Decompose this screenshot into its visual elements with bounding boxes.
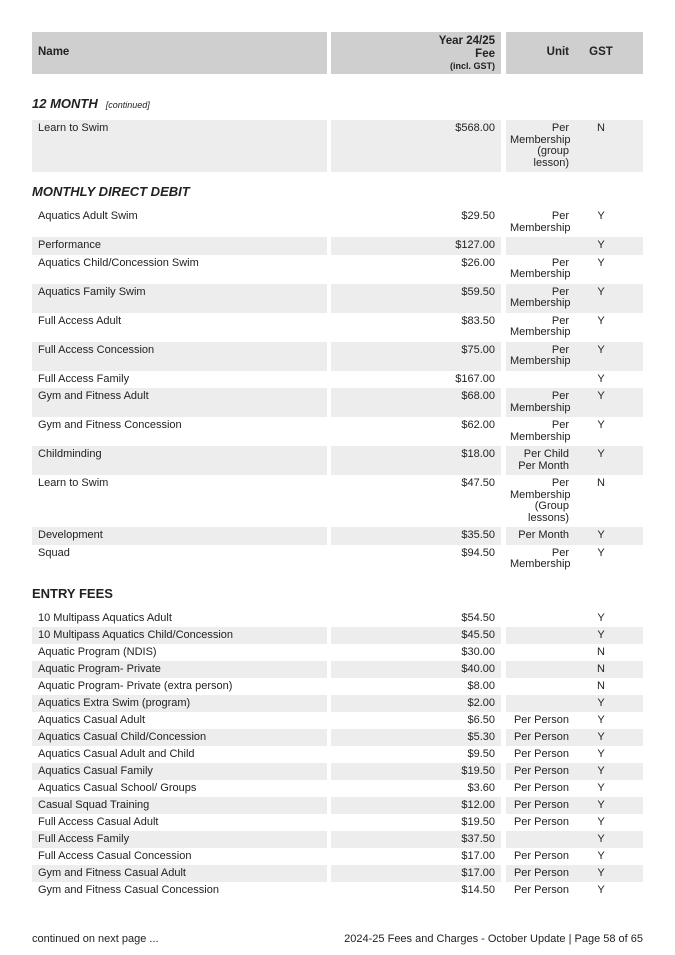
row-fee: $75.00 bbox=[331, 342, 501, 371]
table-row bbox=[32, 848, 643, 865]
row-name: Performance bbox=[32, 237, 327, 255]
row-unit: Per Child Per Month bbox=[518, 448, 569, 472]
row-fee: $167.00 bbox=[455, 372, 495, 385]
table-row bbox=[32, 780, 643, 797]
row-unit bbox=[506, 627, 569, 644]
row-gst: N bbox=[597, 646, 605, 658]
table-row bbox=[32, 695, 643, 712]
table-row bbox=[32, 527, 643, 545]
row-unit: Per Person bbox=[513, 782, 569, 794]
row-name: Squad bbox=[38, 546, 70, 559]
table-row bbox=[32, 814, 643, 831]
table-row bbox=[32, 313, 643, 342]
row-fee: $9.50 bbox=[467, 748, 495, 760]
row-name: Aquatics Extra Swim (program) bbox=[32, 695, 327, 712]
table-row bbox=[32, 712, 643, 729]
row-fee: $19.50 bbox=[461, 816, 495, 828]
row-name: Aquatics Casual Adult and Child bbox=[38, 748, 195, 760]
row-unit: Per Membership bbox=[510, 210, 571, 234]
row-fee: $19.50 bbox=[331, 763, 501, 780]
row-gst: Y bbox=[597, 419, 605, 431]
page-footer bbox=[32, 933, 643, 945]
row-fee: $26.00 bbox=[461, 256, 495, 269]
table-row bbox=[32, 882, 643, 899]
row-gst: Y bbox=[597, 448, 605, 460]
table-row bbox=[32, 208, 643, 237]
row-fee: $12.00 bbox=[331, 797, 501, 814]
table-row bbox=[32, 371, 643, 389]
row-gst: Y bbox=[597, 816, 605, 828]
table-row bbox=[32, 644, 643, 661]
row-gst: N bbox=[597, 122, 605, 134]
row-gst: Y bbox=[597, 714, 605, 726]
row-name: Learn to Swim bbox=[32, 120, 327, 172]
row-gst: Y bbox=[597, 529, 605, 541]
row-fee: $17.00 bbox=[331, 865, 501, 882]
table-row bbox=[32, 831, 643, 848]
row-name: Learn to Swim bbox=[38, 477, 109, 489]
row-gst: Y bbox=[597, 285, 605, 298]
row-unit bbox=[506, 831, 569, 848]
header-fee: Year 24/25 Fee (incl. GST) bbox=[331, 32, 501, 74]
row-gst: Y bbox=[597, 546, 605, 559]
row-fee: $30.00 bbox=[461, 646, 495, 658]
row-unit: Per Membership bbox=[510, 546, 571, 570]
header-unit: Unit bbox=[546, 46, 569, 59]
table-row bbox=[32, 446, 643, 475]
row-name: 10 Multipass Aquatics Child/Concession bbox=[32, 627, 327, 644]
row-fee: $68.00 bbox=[331, 388, 501, 417]
row-gst: Y bbox=[597, 799, 605, 811]
row-name: Full Access Concession bbox=[32, 342, 327, 371]
row-gst: Y bbox=[597, 390, 605, 402]
row-unit: Per Membership (Group lessons) bbox=[510, 477, 571, 524]
table-row bbox=[32, 417, 643, 446]
table-row bbox=[32, 237, 643, 255]
row-fee: $29.50 bbox=[461, 210, 495, 222]
row-fee: $54.50 bbox=[461, 612, 495, 624]
row-gst: Y bbox=[597, 850, 605, 862]
row-name: Aquatics Family Swim bbox=[32, 284, 327, 313]
row-unit: Per Person bbox=[513, 748, 569, 760]
row-gst: Y bbox=[597, 343, 605, 356]
row-unit: Per Membership bbox=[510, 285, 571, 309]
row-gst: Y bbox=[597, 629, 605, 641]
continued-note: [continued] bbox=[105, 100, 150, 110]
row-fee: $59.50 bbox=[331, 284, 501, 313]
row-name: Aquatics Casual School/ Groups bbox=[38, 782, 197, 794]
row-name: Development bbox=[32, 527, 327, 545]
row-unit bbox=[506, 661, 569, 678]
row-fee: $62.00 bbox=[461, 419, 495, 431]
fees-document bbox=[32, 32, 643, 899]
row-unit: Per Person bbox=[513, 884, 569, 896]
row-gst: Y bbox=[597, 314, 605, 327]
row-name: Aquatics Adult Swim bbox=[38, 210, 138, 222]
row-unit bbox=[506, 371, 569, 389]
footer-continued: continued on next page ... bbox=[32, 933, 159, 945]
table-row bbox=[32, 746, 643, 763]
row-name: Aquatic Program (NDIS) bbox=[38, 646, 157, 658]
table-row bbox=[32, 610, 643, 627]
row-fee: $568.00 bbox=[331, 120, 501, 172]
section-title-12-month: 12 MONTH [continued] bbox=[32, 96, 150, 111]
section-title-entry-fees: ENTRY FEES bbox=[32, 585, 113, 601]
row-name: Aquatic Program- Private bbox=[32, 661, 327, 678]
row-gst: N bbox=[597, 477, 605, 489]
row-gst: Y bbox=[597, 884, 605, 896]
row-fee: $2.00 bbox=[331, 695, 501, 712]
row-gst: Y bbox=[597, 731, 605, 743]
row-unit: Per Person bbox=[513, 765, 569, 777]
row-fee: $47.50 bbox=[461, 477, 495, 489]
row-gst: Y bbox=[597, 372, 605, 385]
row-gst: Y bbox=[597, 239, 605, 251]
row-unit: Per Person bbox=[513, 867, 569, 879]
row-fee: $3.60 bbox=[467, 782, 495, 794]
row-name: Gym and Fitness Adult bbox=[32, 388, 327, 417]
table-row bbox=[32, 661, 643, 678]
row-unit: Per Person bbox=[513, 731, 569, 743]
row-gst: Y bbox=[597, 782, 605, 794]
footer-page-info: 2024-25 Fees and Charges - October Update | Page 58 of 65 bbox=[344, 933, 643, 945]
row-fee: $94.50 bbox=[461, 546, 495, 559]
row-unit: Per Membership bbox=[510, 314, 571, 338]
table-row bbox=[32, 255, 643, 284]
section-entry-fees-rows bbox=[32, 610, 643, 899]
row-name: Childminding bbox=[32, 446, 327, 475]
row-gst: Y bbox=[597, 697, 605, 709]
row-name: Aquatics Casual Family bbox=[32, 763, 327, 780]
row-name: 10 Multipass Aquatics Adult bbox=[38, 612, 172, 624]
row-fee: $6.50 bbox=[467, 714, 495, 726]
table-row bbox=[32, 342, 643, 371]
row-name: Aquatics Child/Concession Swim bbox=[38, 256, 199, 269]
row-gst: Y bbox=[597, 833, 605, 845]
table-row bbox=[32, 388, 643, 417]
section-title-monthly-direct-debit: MONTHLY DIRECT DEBIT bbox=[32, 184, 190, 199]
row-name: Aquatic Program- Private (extra person) bbox=[38, 680, 233, 692]
row-gst: Y bbox=[597, 210, 605, 222]
table-row bbox=[32, 797, 643, 814]
row-fee: $14.50 bbox=[461, 884, 495, 896]
table-row bbox=[32, 545, 643, 574]
row-gst: Y bbox=[597, 256, 605, 269]
table-row bbox=[32, 865, 643, 882]
row-unit: Per Person bbox=[513, 816, 569, 828]
section-monthly-dd-rows bbox=[32, 208, 643, 574]
row-name: Casual Squad Training bbox=[32, 797, 327, 814]
row-fee: $127.00 bbox=[331, 237, 501, 255]
row-unit: Per Person bbox=[513, 799, 569, 811]
table-row bbox=[32, 678, 643, 695]
table-row bbox=[32, 627, 643, 644]
row-unit: Per Membership bbox=[510, 256, 571, 280]
row-gst: Y bbox=[597, 748, 605, 760]
header-gst: GST bbox=[589, 46, 613, 59]
row-unit: Per Person bbox=[513, 850, 569, 862]
row-fee: $35.50 bbox=[331, 527, 501, 545]
row-name: Full Access Casual Concession bbox=[38, 850, 192, 862]
row-name: Aquatics Casual Child/Concession bbox=[32, 729, 327, 746]
row-fee: $45.50 bbox=[331, 627, 501, 644]
row-fee: $17.00 bbox=[461, 850, 495, 862]
table-row bbox=[32, 729, 643, 746]
row-name: Gym and Fitness Casual Concession bbox=[38, 884, 219, 896]
row-name: Full Access Family bbox=[32, 831, 327, 848]
row-fee: $40.00 bbox=[331, 661, 501, 678]
row-unit: Per Membership bbox=[510, 343, 571, 367]
table-row bbox=[32, 763, 643, 780]
row-unit bbox=[506, 695, 569, 712]
row-fee: $18.00 bbox=[331, 446, 501, 475]
row-gst: Y bbox=[597, 765, 605, 777]
row-name: Gym and Fitness Casual Adult bbox=[32, 865, 327, 882]
row-name: Aquatics Casual Adult bbox=[38, 714, 146, 726]
row-fee: $37.50 bbox=[331, 831, 501, 848]
row-fee: $5.30 bbox=[331, 729, 501, 746]
row-unit bbox=[506, 678, 569, 695]
header-name: Name bbox=[32, 32, 327, 74]
row-name: Gym and Fitness Concession bbox=[38, 419, 182, 431]
row-gst: Y bbox=[597, 867, 605, 879]
row-unit: Per Month bbox=[518, 529, 569, 541]
section-12-month-rows bbox=[32, 120, 643, 172]
row-name: Full Access Adult bbox=[38, 314, 122, 327]
row-unit: Per Membership bbox=[510, 419, 571, 443]
row-unit: Per Membership (group lesson) bbox=[510, 122, 571, 169]
row-unit: Per Person bbox=[513, 714, 569, 726]
row-unit bbox=[506, 610, 569, 627]
row-gst: N bbox=[597, 663, 605, 675]
row-name: Full Access Casual Adult bbox=[38, 816, 159, 828]
row-gst: N bbox=[597, 680, 605, 692]
row-name: Full Access Family bbox=[38, 372, 130, 385]
table-row bbox=[32, 475, 643, 527]
row-unit: Per Membership bbox=[510, 390, 571, 414]
row-fee: $83.50 bbox=[461, 314, 495, 327]
table-row bbox=[32, 120, 643, 172]
row-gst: Y bbox=[597, 612, 605, 624]
row-unit bbox=[506, 237, 569, 255]
row-unit bbox=[506, 644, 569, 661]
table-row bbox=[32, 284, 643, 313]
table-header bbox=[32, 32, 643, 74]
row-fee: $8.00 bbox=[467, 680, 495, 692]
